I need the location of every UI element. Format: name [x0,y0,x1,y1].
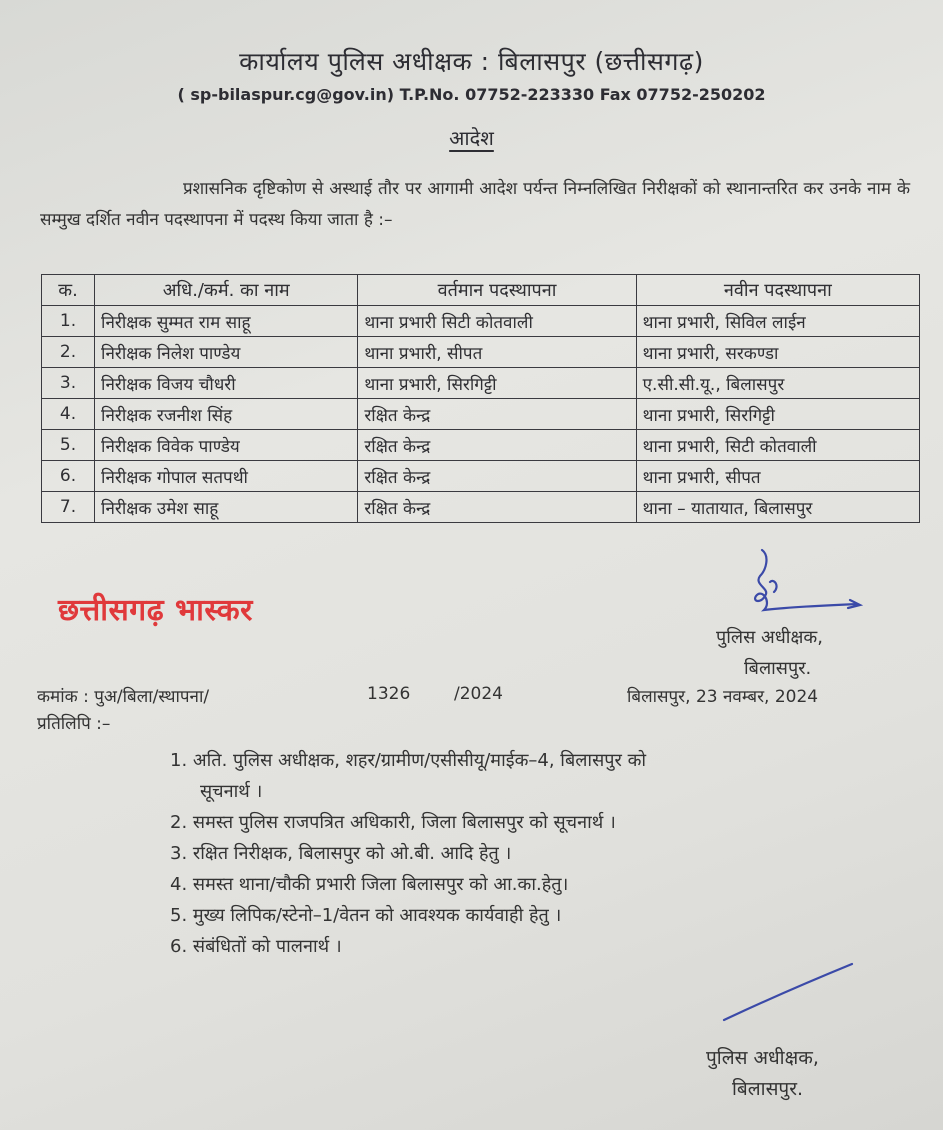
cell-serial: 1. [42,306,95,337]
table-row [42,337,920,368]
cell-name: निरीक्षक रजनीश सिंह [95,399,358,430]
cell-current-posting: थाना प्रभारी सिटी कोतवाली [358,306,636,337]
reference-number: 1326 [367,684,411,704]
cell-serial: 2. [42,337,95,368]
copy-item: 6. संबंधितों को पालनार्थ । [170,936,342,957]
cell-current-posting: रक्षित केन्द्र [358,430,636,461]
cell-new-posting: थाना प्रभारी, सिरगिट्टी [636,399,919,430]
table-row [42,399,920,430]
cell-name: निरीक्षक विजय चौधरी [95,368,358,399]
copy-item-continuation: सूचनार्थ । [200,781,263,802]
cell-current-posting: थाना प्रभारी, सीपत [358,337,636,368]
cell-serial: 4. [42,399,95,430]
order-heading-text: आदेश [449,126,494,150]
table-row [42,368,920,399]
transfer-table [41,274,920,523]
signature-2 [718,958,858,1028]
col-current-posting-header: वर्तमान पदस्थापना [358,275,636,306]
reference-date: बिलासपुर, 23 नवम्बर, 2024 [627,687,819,707]
table-header-row [42,275,920,306]
signature-2-place: बिलासपुर. [732,1078,804,1100]
cell-name: निरीक्षक उमेश साहू [95,492,358,523]
copy-to-label: प्रतिलिपि :– [37,714,111,734]
cell-serial: 7. [42,492,95,523]
copy-item: 2. समस्त पुलिस राजपत्रित अधिकारी, जिला बिलासपुर को सूचनार्थ । [170,812,616,833]
cell-new-posting: थाना – यातायात, बिलासपुर [636,492,919,523]
order-intro: प्रशासनिक दृष्टिकोण से अस्थाई तौर पर आगामी आदेश पर्यन्त निम्नलिखित निरीक्षकों को स्थानान्तरित कर उनके नाम के सम्मुख दर्शित नवीन पदस्थापना में पदस्थ किया जाता है :– [40,179,910,230]
col-serial-header: क. [42,275,95,306]
cell-serial: 3. [42,368,95,399]
table-row [42,461,920,492]
cell-name: निरीक्षक विवेक पाण्डेय [95,430,358,461]
reference-year: /2024 [454,684,503,704]
copy-list [170,745,900,962]
cell-serial: 5. [42,430,95,461]
signature-2-designation: पुलिस अधीक्षक, [706,1047,819,1069]
office-contact: ( sp-bilaspur.cg@gov.in) T.P.No. 07752-223330 Fax 07752-250202 [177,85,766,104]
cell-current-posting: थाना प्रभारी, सिरगिट्टी [358,368,636,399]
cell-name: निरीक्षक गोपाल सतपथी [95,461,358,492]
reference-prefix: कमांक : पुअ/बिला/स्थापना/ [37,687,210,707]
cell-serial: 6. [42,461,95,492]
copy-item: 1. अति. पुलिस अधीक्षक, शहर/ग्रामीण/एसीसीयू/माईक–4, बिलासपुर को [170,750,647,771]
cell-new-posting: थाना प्रभारी, सिविल लाईन [636,306,919,337]
signature-1-place: बिलासपुर. [744,658,812,679]
cell-name: निरीक्षक निलेश पाण्डेय [95,337,358,368]
cell-new-posting: थाना प्रभारी, सीपत [636,461,919,492]
col-name-header: अधि./कर्म. का नाम [95,275,358,306]
signature-1-block [716,622,823,684]
col-new-posting-header: नवीन पदस्थापना [636,275,919,306]
reference-line [37,684,907,707]
cell-new-posting: थाना प्रभारी, सरकण्डा [636,337,919,368]
cell-new-posting: ए.सी.सी.यू., बिलासपुर [636,368,919,399]
cell-current-posting: रक्षित केन्द्र [358,492,636,523]
copy-item: 5. मुख्य लिपिक/स्टेनो–1/वेतन को आवश्यक कार्यवाही हेतु । [170,905,562,926]
cell-current-posting: रक्षित केन्द्र [358,399,636,430]
signature-2-block [706,1043,819,1105]
signature-1 [740,542,870,622]
office-title: कार्यालय पुलिस अधीक्षक : बिलासपुर (छत्तीसगढ़) [239,47,704,76]
table-row [42,492,920,523]
cell-current-posting: रक्षित केन्द्र [358,461,636,492]
newspaper-watermark: छत्तीसगढ़ भास्कर [58,593,253,628]
signature-1-designation: पुलिस अधीक्षक, [716,627,823,648]
cell-new-posting: थाना प्रभारी, सिटी कोतवाली [636,430,919,461]
order-heading [0,124,943,151]
table-row [42,430,920,461]
cell-name: निरीक्षक सुम्मत राम साहू [95,306,358,337]
table-row [42,306,920,337]
copy-item: 4. समस्त थाना/चौकी प्रभारी जिला बिलासपुर को आ.का.हेतु। [170,874,569,895]
copy-item: 3. रक्षित निरीक्षक, बिलासपुर को ओ.बी. आदि हेतु । [170,843,512,864]
